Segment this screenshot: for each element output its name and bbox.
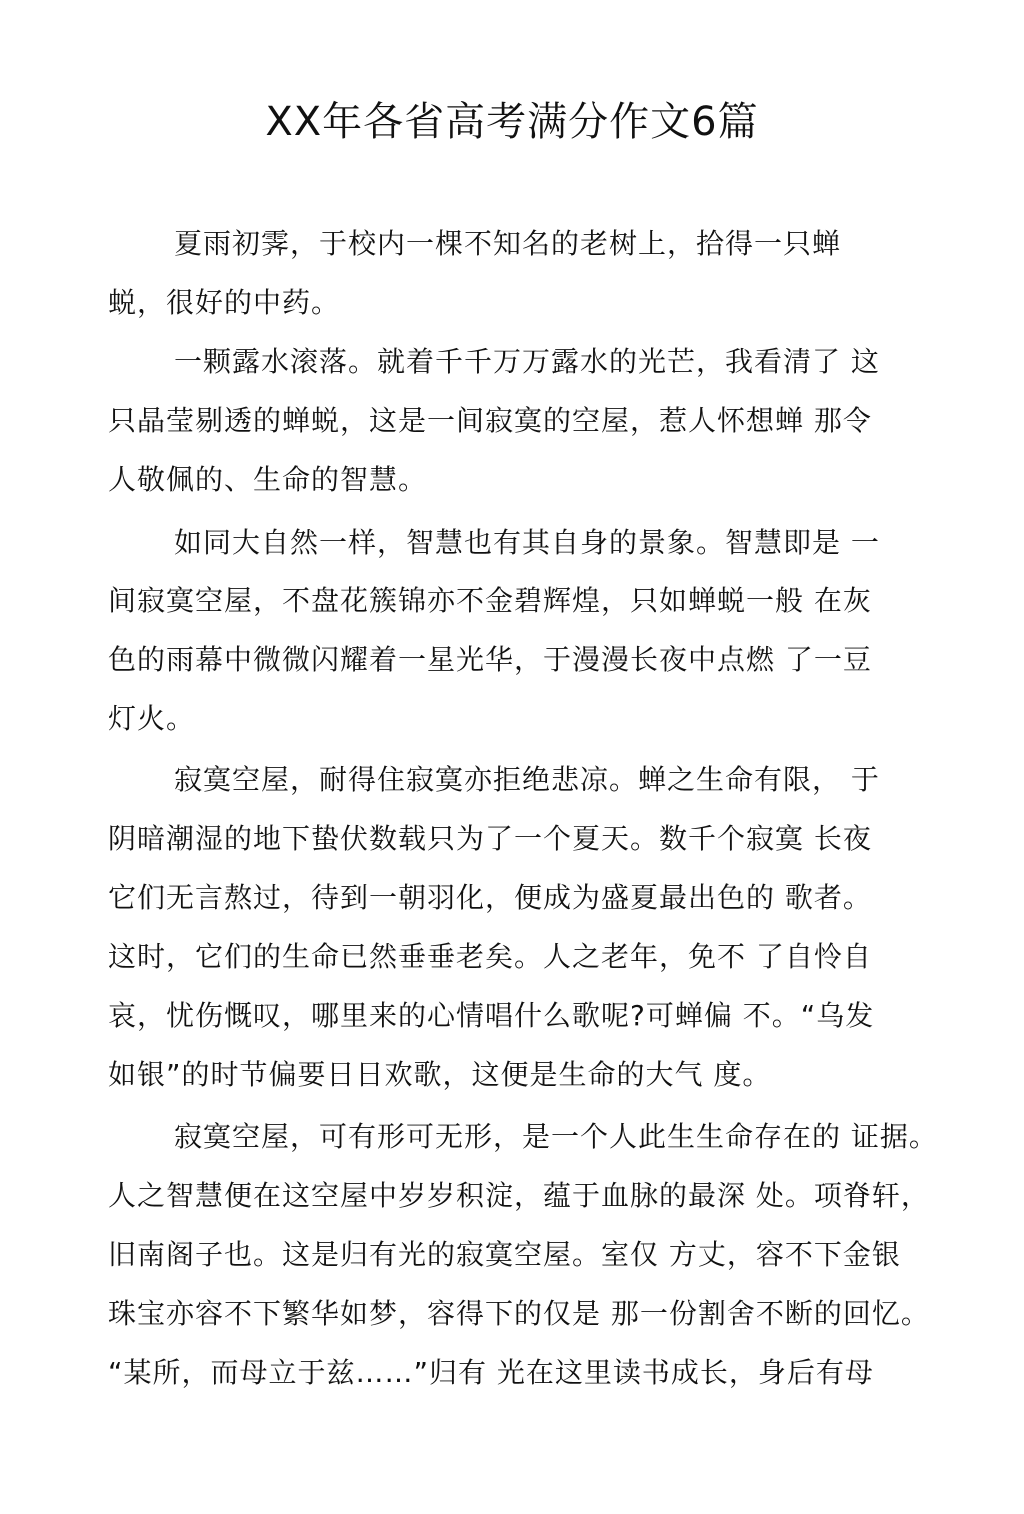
- text-line: 色的雨幕中微微闪耀着一星光华，于漫漫长夜中点燃 了一豆: [108, 643, 872, 676]
- text-line: 如银”的时节偏要日日欢歌，这便是生命的大气 度。: [108, 1058, 772, 1091]
- text-line: 间寂寞空屋，不盘花簇锦亦不金碧辉煌，只如蝉蜕一般 在灰: [108, 584, 872, 617]
- text-line: “某所，而母立于兹……”归有 光在这里读书成长，身后有母: [108, 1356, 874, 1389]
- text-line: 阴暗潮湿的地下蛰伏数载只为了一个夏天。数千个寂寞 长夜: [108, 822, 872, 855]
- text-line: 一颗露水滚落。就着千千万万露水的光芒，我看清了 这: [174, 345, 880, 378]
- text-line: 它们无言熬过，待到一朝羽化，便成为盛夏最出色的 歌者。: [108, 881, 872, 914]
- text-line: 人之智慧便在这空屋中岁岁积淀，蕴于血脉的最深 处。项脊轩，: [108, 1179, 930, 1212]
- text-line: 如同大自然一样，智慧也有其自身的景象。智慧即是 一: [174, 526, 880, 559]
- text-line: 珠宝亦容不下繁华如梦，容得下的仅是 那一份割舍不断的回忆。: [108, 1297, 930, 1330]
- text-line: 蜕，很好的中药。: [108, 286, 341, 319]
- text-line: 旧南阁子也。这是归有光的寂寞空屋。室仅 方丈，容不下金银: [108, 1238, 901, 1271]
- text-line: 哀，忧伤慨叹，哪里来的心情唱什么歌呢?可蝉偏 不。“乌发: [108, 999, 875, 1032]
- text-line: 人敬佩的、生命的智慧。: [108, 463, 428, 496]
- text-line: 灯火。: [108, 702, 196, 735]
- text-line: 寂寞空屋，耐得住寂寞亦拒绝悲凉。蝉之生命有限， 于: [174, 763, 880, 796]
- text-line: 夏雨初霁，于校内一棵不知名的老树上，拾得一只蝉: [174, 227, 842, 260]
- document-title: XX年各省高考满分作文6篇: [265, 99, 759, 145]
- text-line: 只晶莹剔透的蝉蜕，这是一间寂寞的空屋，惹人怀想蝉 那令: [108, 404, 872, 437]
- text-line: 这时，它们的生命已然垂垂老矣。人之老年，免不 了自怜自: [108, 940, 872, 973]
- text-line: 寂寞空屋，可有形可无形，是一个人此生生命存在的 证据。: [174, 1120, 938, 1153]
